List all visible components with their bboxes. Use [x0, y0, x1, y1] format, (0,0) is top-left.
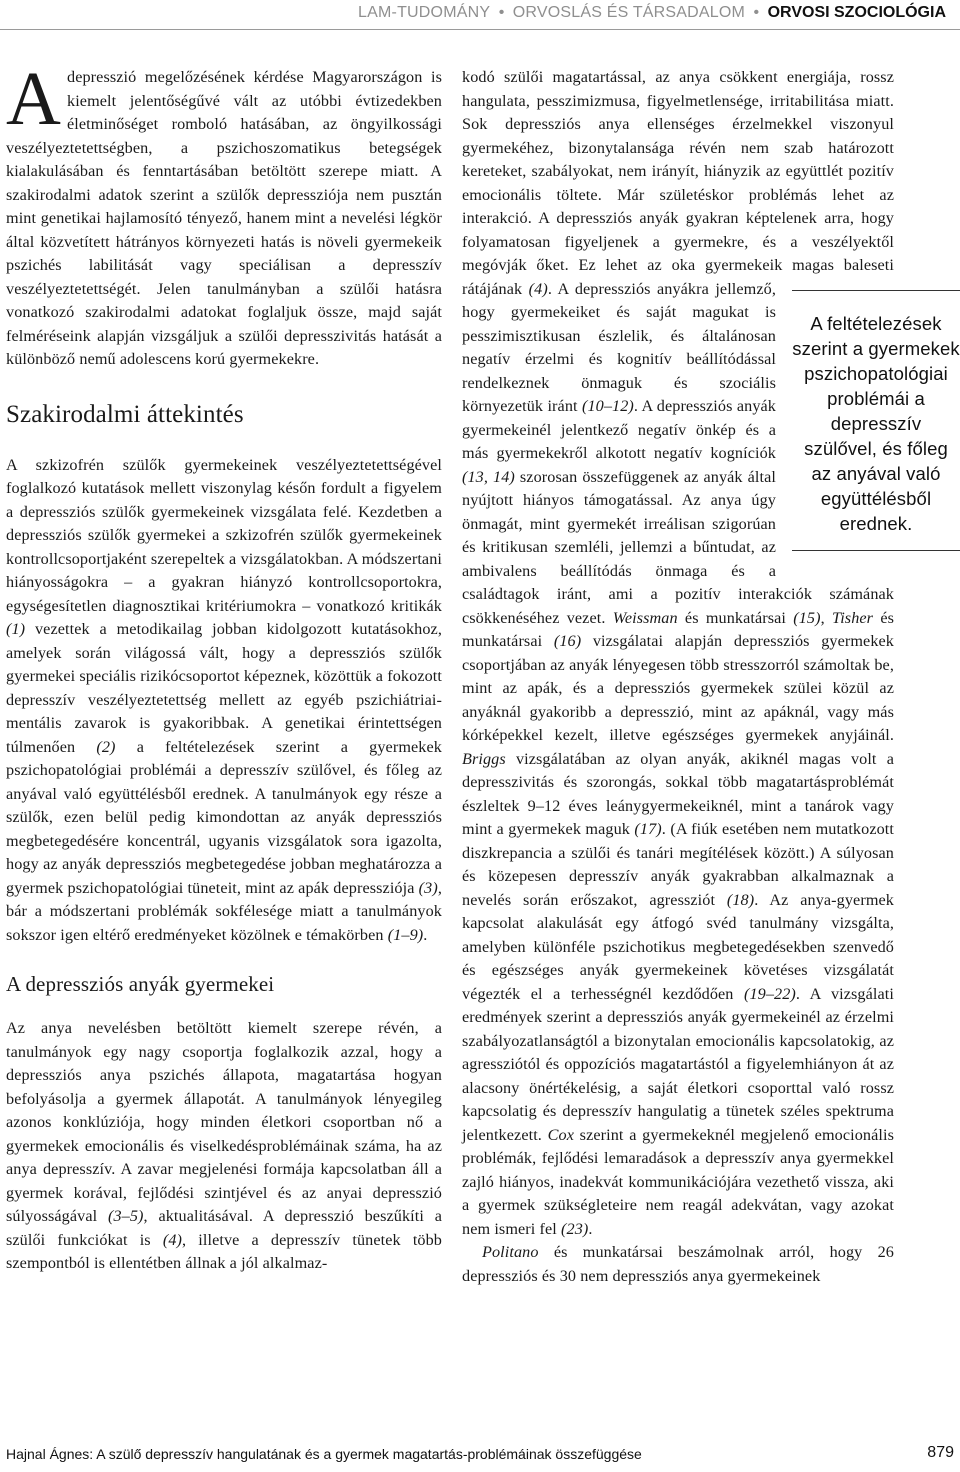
literature-review-paragraph: A szkizofrén szülők gyermekeinek veszélyeztetettségével foglalkozó kutatások mellett viszonylag későn fordult a figyelem a depressziós szülők gyermekeinek vizsgálata felé. Kezdetben a depressziós szülők gyermekei a szkizofrén szülők gyermekeinek kontrollcsoportjaként szerepeltek a vizsgálatokban. A módszertani hiányosságokra – a gyakran hiányzó kontrollcsoportokra, egységesítetlen diagnosztikai kritériumokra – vonatkozó kritikák (1) vezettek a metodikailag jobban kidolgozott kutatásokhoz, amelyek során világossá vált, hogy a depressziós szülők gyermekei speciális rizikócsoportot képeznek, közöttük a fokozott depresszív veszélyeztetettség mellett az egyéb pszichiátriai-mentális zavarok is gyakoribbak. A genetikai érintettségen túlmenően (2) a feltételezések szerint a gyermekek pszichopatológiai problémái a depresszív szülővel, és főleg az anyával való együttélésből erednek. A tanulmányok egy része a szülők, ezen belül pedig kimondottan az anyák depressziós megbetegedésére koncentrál, ugyanis vizsgálatok sora igazolta, hogy az anyák depressziós megbetegedése jobban meghatározza a gyermek pszichopatológiai tüneteit, mint az apák depressziója (3), bár a módszertani problémák sokfélesége miatt a tanulmányok sokszor igen eltérő eredményeket közölnek e témakörben (1–9). — [6, 455, 442, 944]
reference: (23) — [561, 1219, 589, 1238]
reference: (16) — [553, 632, 582, 650]
reference: (18) — [726, 890, 755, 909]
running-header — [358, 0, 946, 26]
right-column — [462, 66, 960, 1288]
politano-paragraph: Politano és munkatársai beszámolnak arról, hogy 26 depressziós és 30 nem depressziós anya gyermekeinek — [462, 1243, 894, 1285]
reference: (17) — [634, 820, 662, 838]
reference: (15) — [793, 608, 821, 627]
author-name: Weissman — [612, 608, 678, 627]
reference: (4) — [528, 279, 548, 298]
header-rule — [0, 29, 960, 30]
header-separator: • — [498, 4, 505, 21]
reference: (1) — [6, 620, 26, 638]
left-column — [6, 57, 442, 1276]
reference: (4) — [162, 1230, 183, 1249]
footer — [6, 1446, 954, 1466]
reference: (13, 14) — [462, 467, 515, 486]
page-number: 879 — [927, 1444, 954, 1461]
reference: (3–5) — [107, 1207, 144, 1225]
header-section-current: ORVOSI SZOCIOLÓGIA — [767, 4, 946, 21]
pull-quote: A feltételezések szerint a gyermekek pszichopatológiai problémái a depresszív szülővel, és főleg az anyával való együttélésből erednek. — [792, 290, 960, 551]
author-name: Briggs — [462, 749, 506, 768]
header-section-lam: LAM-TUDOMÁNY — [358, 4, 491, 21]
author-name: Tisher — [832, 608, 874, 627]
depressed-mothers-paragraph: Az anya nevelésben betöltött kiemelt szerepe révén, a tanulmányok egy nagy csoportja foglalkozik azzal, hogy a depressziós anya pszichés állapota, magatartása hogyan befolyásolja a gyermek állapotát. A tanulmányok lényegileg azonos konklúziója, hogy minden életkori csoportban nő a gyermekek emocionális és viselkedésproblémáinak száma, ha az anya depresszív. A zavar megjelenési formája kapcsolatban áll a gyermek korával, fejlődési szintjével és az anyai depresszió súlyosságával (3–5), aktualitásával. A depresszió beszűkíti a szülői funkciókat is (4), illetve a depresszív tünetek több szempontból is ellentétben állnak a jól alkalmaz- — [6, 1019, 442, 1272]
footer-citation: Hajnal Ágnes: A szülő depresszív hangulatának és a gyermek magatartás-problémáinak összefüggése — [6, 1446, 642, 1462]
header-separator: • — [753, 4, 760, 21]
reference: (1–9) — [387, 925, 424, 944]
reference: (10–12) — [581, 397, 634, 415]
author-name: Politano — [482, 1243, 539, 1261]
section-heading-depressed-mothers: A depressziós anyák gyermekei — [6, 972, 275, 996]
drop-cap: A — [6, 57, 61, 141]
reference: (19–22) — [743, 984, 796, 1003]
continued-paragraph: kodó szülői magatartással, az anya csökkent energiája, rossz hangulata, pesszimizmusa, figyelmetlensége, irritabilitása miatt. Sok depressziós anya ellenséges érzelmekkel viszonyul gyermekéhez, bizonytalansága révén nem szab határozott kereteket, szabályokat, nem irányít, hiányzik az együttlét pozitív emocionális töltete. Már születéskor problémás lehet az interakció. A depressziós anyák gyakran képtelenek arra, hogy folyamatosan figyeljenek a gyermekre, és a veszélyektől megóvják őket. Ez lehet az oka gyermekeik magas baleseti rátájának A feltételezések szerint a gyermekek pszichopatológiai problémái a depresszív szülővel, és főleg az anyával való együttélésből erednek. (4). A depressziós anyákra jellemző, hogy gyermekeiket és saját magukat is pesszimisztikusan észlelik, és általánosan negatív érzelmi és kognitív beállítódással rendelkeznek önmaguk és szociális környezetük iránt (10–12). A depressziós anyák gyermekeinél jelentkező negatív önkép és a más gyermekekről alkotott negatív kogníciók (13, 14) szorosan összefüggenek az anyák által nyújtott hiányos támogatással. Az anya úgy önmagát, mint gyermekét irreálisan szigorúan és kritikusan szemléli, jellemzi a bűntudat, az ambivalens beállítódás önmaga és a családtagok iránt, ami a pozitív interakciók számának csökkenéséhez vezet. Weissman és munkatársai (15), Tisher és munkatársai (16) vizsgálatai alapján depressziós gyermekek csoportjában az anyák lényegesen több stresszorról számoltak be, mint az apák, és a depressziós gyermekek szülei közül az anyáknál gyakoribb a depresszió, mint az apáknál, vagy más kórképekkel kezelt, illetve egészséges gyermekek anyjáinál. Briggs vizsgálatában az olyan anyák, akiknél magas volt a depresszivitás és szorongás, sokkal több magatartásproblémát észleltek 9–12 éves leánygyermekeiknél, mint a tanárok vagy mint a gyermekek maguk (17). (A fiúk esetében nem mutatkozott diszkrepancia a szülői és tanári megítélések között.) A súlyosan és közepesen depresszív anyák gyakrabban alkalmaznak a nevelés során erőszakot, agressziót (18). Az anya-gyermek kapcsolat alakulását egy átfogó svéd tanulmány vizsgálta, amelyben különféle pszichotikus megbetegedésekben szenvedő és egészséges anyák gyermekeinek követéses vizsgálatát végezték el a terhességnél kezdődően (19–22). A vizsgálati eredmények szerint a depressziós anyák gyermekeinél az érzelmi szabályozatlanságtól a bizonytalan emocionális kapcsolatokig, az agressziótól és oppozíciós magatartástól a figyelemhiányon át az alacsony önértékelésig, a saját életkori csoporttal való rossz kapcsolatig és depresszív hangulatig a tünetek széles spektruma jelentkezett. Cox szerint a gyermekeknél megjelenő emocionális problémák, fejlődési lemaradások a depresszív anya gyermekkel zajló hiányos, inadekvát kommunikációjára vezethető vissza, aki a gyermek szükségleteire nem reagál adekvátan, vagy azokat nem ismeri fel (23). — [462, 68, 960, 1238]
header-section-orvoslas: ORVOSLÁS ÉS TÁRSADALOM — [512, 4, 746, 21]
reference: (3) — [418, 878, 438, 897]
intro-paragraph: Adepresszió megelőzésének kérdése Magyarországon is kiemelt jelentőségűvé vált az utóbbi évtizedekben életminőséget romboló hatásában, az öngyilkossági veszélyeztetettségben, a pszichoszomatikus betegségek kialakulásában és fenntartásában betöltött szerepe miatt. A szakirodalmi adatok szerint a szülők depressziója nem pusztán mint genetikai hajlamosító tényező, hanem mint a nevelési légkör által közvetített hátrányos környezeti hatás is növeli gyermekeik pszichés labilitását vagy speciálisan a depresszív veszélyeztetettségét. Jelen tanulmányban a szülői hatásra vonatkozó szakirodalmi adatokat foglaljuk össze, majd saját felméréseink alapján vizsgáljuk a szülői depresszivitás hatását a különböző nemű adolescens korú gyermekekre. — [6, 57, 442, 368]
reference: (2) — [96, 737, 116, 756]
section-heading-literature-review: Szakirodalmi áttekintés — [6, 400, 244, 428]
author-name: Cox — [547, 1125, 575, 1144]
